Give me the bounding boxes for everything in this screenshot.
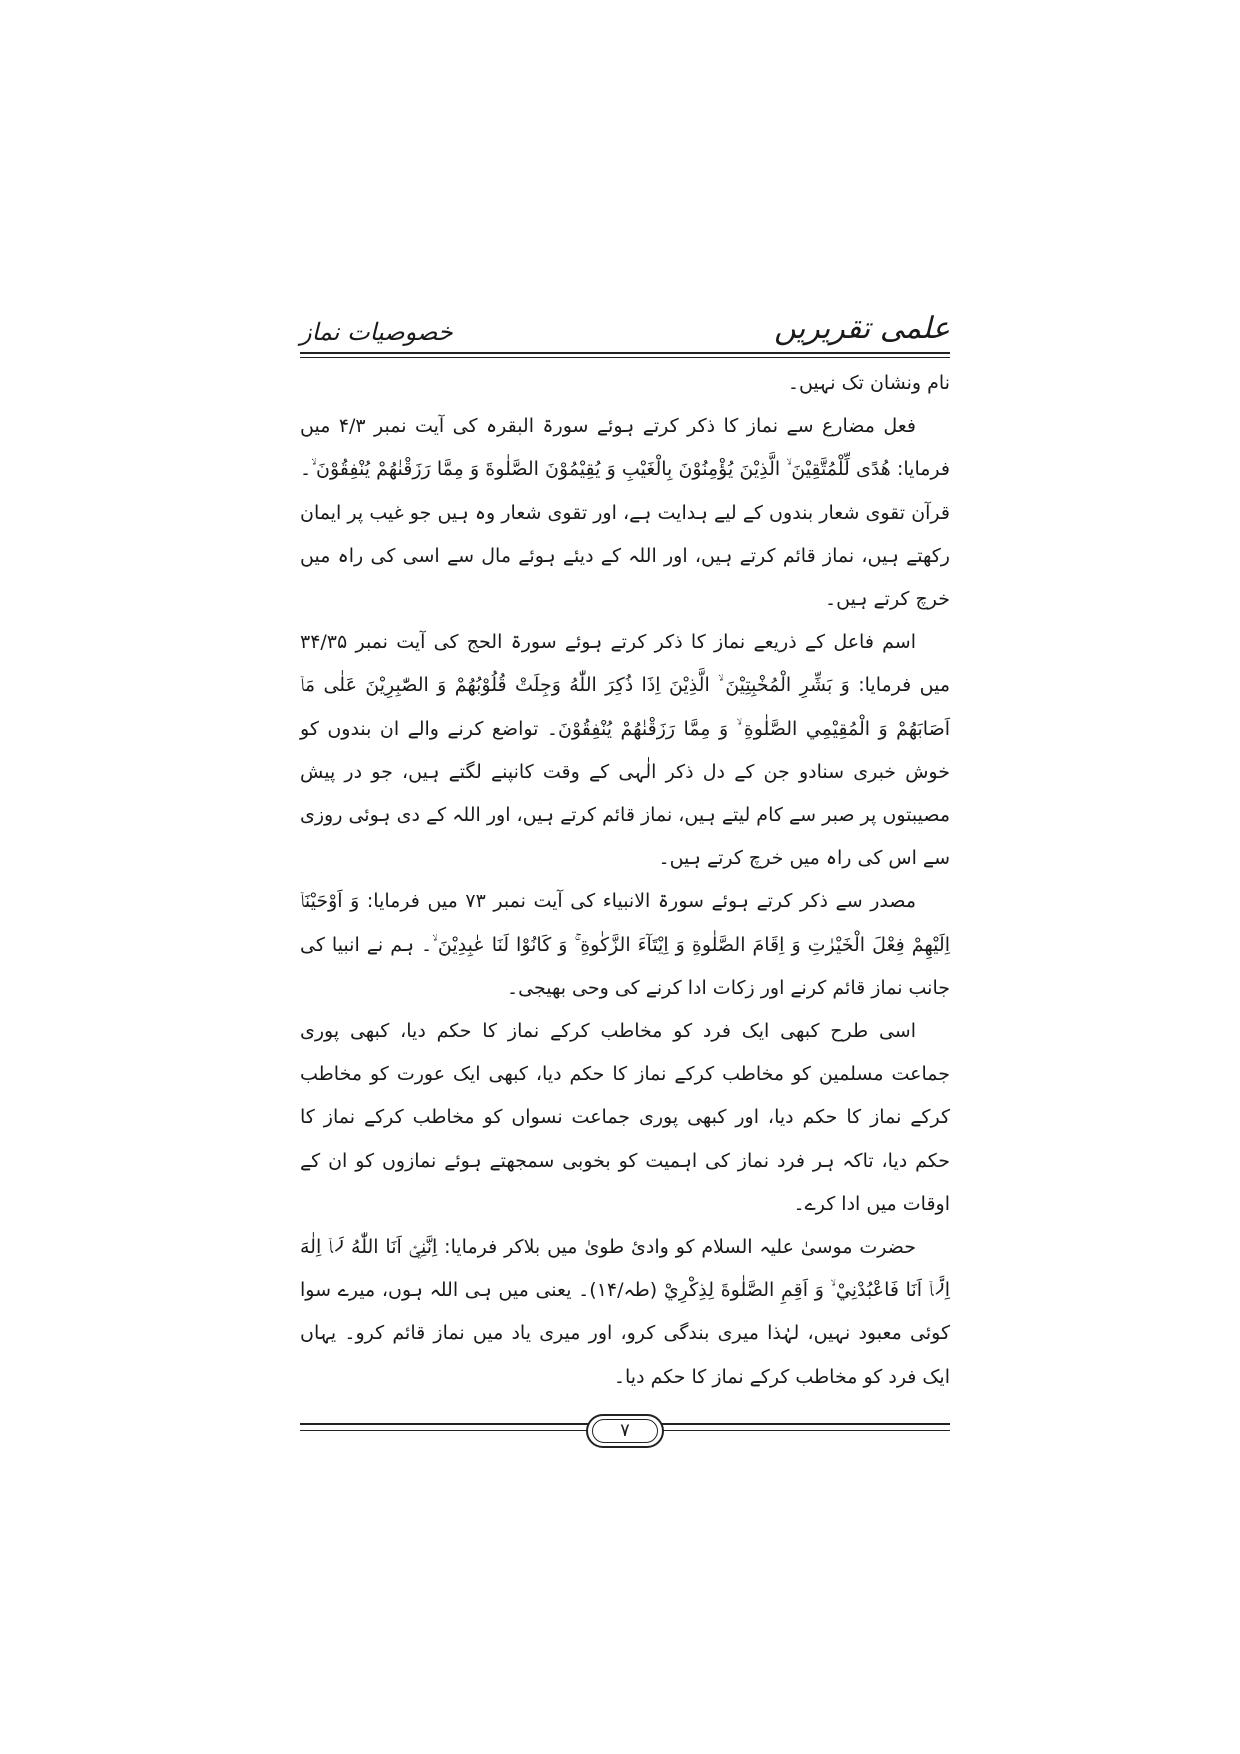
- chapter-title: خصوصیات نماز: [300, 318, 453, 346]
- paragraph-continuation: نام ونشان تک نہیں۔: [787, 372, 950, 394]
- paragraph-khitab: اسی طرح کبھی ایک فرد کو مخاطب کرکے نماز کا حکم دیا، کبھی پوری جماعت مسلمین کو مخاطب کرکے نماز کا حکم دیا، کبھی ایک عورت کو مخاطب کرکے نماز کا حکم دیا، اور کبھی پوری جماعت نسواں کو مخاطب کرکے نماز کا حکم دیا، تاکہ ہر فرد نماز کی اہمیت کو بخوبی سمجھتے ہوئے نمازوں کو ان کے اوقات میں ادا کرے۔: [300, 1020, 950, 1215]
- running-header: [300, 300, 950, 344]
- page-number-ornament: [586, 1414, 664, 1448]
- paragraph-masdar: مصدر سے ذکر کرتے ہوئے سورۃ الانبیاء کی آیت نمبر ۷۳ میں فرمایا: وَ اَوْحَيْنَاۤ اِلَيْهِمْ فِعْلَ الْخَيْرٰتِ وَ اِقَامَ الصَّلٰوةِ وَ اِيْتَآءَ الزَّكٰوةِ ۚ وَ كَانُوْا لَنَا عٰبِدِيْنَ ۙ۔ ہم نے انبیا کی جانب نماز قائم کرنے اور زکات ادا کرنے کی وحی بھیجی۔: [300, 890, 950, 999]
- page-number: ۷: [620, 1420, 630, 1441]
- book-title: علمی تقریریں: [774, 311, 950, 346]
- page-body: [300, 362, 950, 1399]
- paragraph-ism-fail: اسم فاعل کے ذریعے نماز کا ذکر کرتے ہوئے سورۃ الحج کی آیت نمبر ۳۴/۳۵ میں فرمایا: وَ بَشِّرِ الْمُخْبِتِيْنَ ۙ الَّذِيْنَ اِذَا ذُكِرَ اللّٰهُ وَجِلَتْ قُلُوْبُهُمْ وَ الصّٰبِرِيْنَ عَلٰى مَاۤ اَصَابَهُمْ وَ الْمُقِيْمِي الصَّلٰوةِ ۙ وَ مِمَّا رَزَقْنٰهُمْ يُنْفِقُوْنَ۔ تواضع کرنے والے ان بندوں کو خوش خبری سنادو جن کے دل ذکر الٰہی کے وقت کانپنے لگتے ہیں، جو در پیش مصیبتوں پر صبر سے کام لیتے ہیں، نماز قائم کرتے ہیں، اور اللہ کے دی ہوئی روزی سے اس کی راہ میں خرچ کرتے ہیں۔: [300, 631, 950, 870]
- header-rule-thin: [300, 357, 950, 358]
- paragraph-fil-mudari: فعل مضارع سے نماز کا ذکر کرتے ہوئے سورۃ البقرہ کی آیت نمبر ۴/۳ میں فرمایا: هُدًى لِّلْمُتَّقِيْنَ ۙ الَّذِيْنَ يُؤْمِنُوْنَ بِالْغَيْبِ وَ يُقِيْمُوْنَ الصَّلٰوةَ وَ مِمَّا رَزَقْنٰهُمْ يُنْفِقُوْنَ ۙ۔ قرآن تقوی شعار بندوں کے لیے ہدایت ہے، اور تقوی شعار وہ ہیں جو غیب پر ایمان رکھتے ہیں، نماز قائم کرتے ہیں، اور اللہ کے دیئے ہوئے مال سے اسی کی راہ میں خرچ کرتے ہیں۔: [300, 415, 950, 611]
- paragraph-musa: حضرت موسیٰ علیہ السلام کو وادیٔ طویٰ میں بلاکر فرمایا: اِنَّنِيْۤ اَنَا اللّٰهُ لَاۤ اِلٰهَ اِلَّاۤ اَنَا فَاعْبُدْنِيْ ۙ وَ اَقِمِ الصَّلٰوةَ لِذِكْرِيْ (طہ/۱۴)۔ یعنی میں ہی اللہ ہوں، میرے سوا کوئی معبود نہیں، لہٰذا میری بندگی کرو، اور میری یاد میں نماز قائم کرو۔ یہاں ایک فرد کو مخاطب کرکے نماز کا حکم دیا۔: [300, 1236, 950, 1388]
- header-rule: [300, 352, 950, 354]
